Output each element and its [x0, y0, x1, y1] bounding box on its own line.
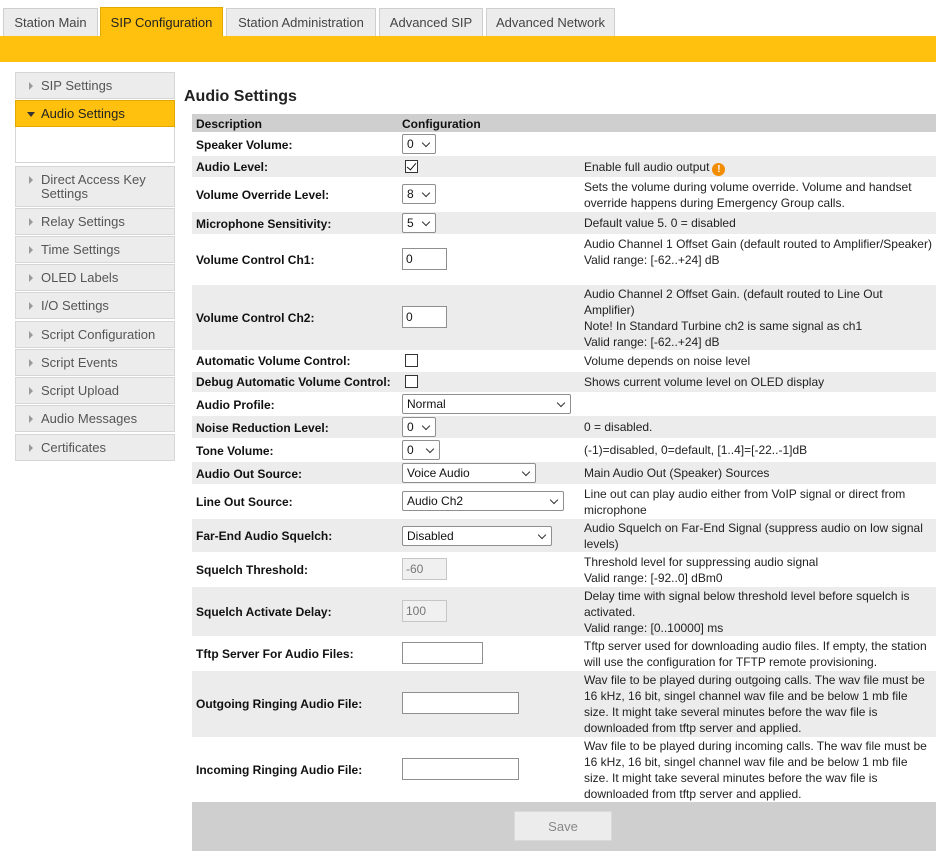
sidebar-item-io-settings[interactable] — [15, 292, 175, 319]
table-row — [192, 156, 936, 177]
chevron-right-icon — [29, 387, 33, 395]
sidebar-item-label: SIP Settings — [41, 78, 113, 93]
chevron-right-icon — [29, 415, 33, 423]
tab-label: Station Administration — [238, 15, 364, 30]
info-icon[interactable]: ! — [712, 163, 725, 176]
field-help: Audio Channel 1 Offset Gain (default routed to Amplifier/Speaker) Valid range: [-62..+24] dB — [584, 237, 932, 267]
table-row — [192, 485, 936, 518]
field-help: Wav file to be played during outgoing calls. The wav file must be 16 kHz, 16 bit, singel channel wav file and be below 1 mb file size. It might take several minutes before the wav file is downloaded from tftp server and applied. — [584, 673, 925, 735]
sidebar-item-label: Direct Access Key Settings — [41, 172, 146, 201]
field-label: Audio Profile: — [196, 398, 275, 412]
sidebar-item-script-upload[interactable] — [15, 377, 175, 404]
top-tab-bar — [0, 0, 936, 36]
incoming-ringing-audio-file-input[interactable] — [402, 758, 519, 780]
automatic-volume-control-checkbox[interactable] — [405, 354, 418, 367]
sidebar-item-label: Script Configuration — [41, 327, 156, 342]
sidebar-item-label: Audio Messages — [41, 411, 138, 426]
accent-bar — [0, 36, 936, 62]
select-value: 5 — [407, 216, 414, 230]
sidebar-item-script-events[interactable] — [15, 349, 175, 376]
field-help — [584, 159, 934, 176]
far-end-audio-squelch-select[interactable] — [402, 526, 552, 546]
table-row — [192, 439, 936, 461]
chevron-right-icon — [29, 444, 33, 452]
table-row — [192, 416, 936, 438]
field-label: Automatic Volume Control: — [196, 354, 351, 368]
sidebar-item-audio-messages[interactable] — [15, 405, 175, 432]
sidebar-item-oled-labels[interactable] — [15, 264, 175, 291]
field-help: Delay time with signal below threshold level before squelch is activated. Valid range: [0..10000] ms — [584, 589, 910, 635]
chevron-down-icon — [422, 139, 430, 147]
table-row — [192, 235, 936, 284]
field-help: Main Audio Out (Speaker) Sources — [584, 466, 770, 480]
select-value: Voice Audio — [407, 466, 470, 480]
table-row — [192, 372, 936, 392]
select-value: 8 — [407, 187, 414, 201]
field-help: Shows current volume level on OLED display — [584, 375, 825, 389]
table-header — [192, 114, 936, 132]
table-row — [192, 133, 936, 155]
field-label: Noise Reduction Level: — [196, 421, 329, 435]
chevron-down-icon — [557, 399, 565, 407]
sidebar-item-script-configuration[interactable] — [15, 321, 175, 348]
select-value: Audio Ch2 — [407, 494, 464, 508]
table-row — [192, 212, 936, 234]
chevron-down-icon — [422, 422, 430, 430]
page-title: Audio Settings — [184, 88, 297, 105]
sidebar-item-sip-settings[interactable] — [15, 72, 175, 99]
field-label: Debug Automatic Volume Control: — [196, 375, 391, 389]
column-header-configuration: Configuration — [402, 117, 481, 131]
chevron-right-icon — [29, 246, 33, 254]
sidebar-item-label: Relay Settings — [41, 214, 125, 229]
sidebar-item-audio-settings[interactable] — [15, 100, 175, 127]
chevron-down-icon — [538, 531, 546, 539]
field-label: Tone Volume: — [196, 444, 274, 458]
help-text: Enable full audio output — [584, 160, 710, 174]
field-label: Audio Out Source: — [196, 467, 302, 481]
speaker-volume-select[interactable] — [402, 134, 436, 154]
tab-label: SIP Configuration — [110, 14, 213, 30]
outgoing-ringing-audio-file-input[interactable] — [402, 692, 519, 714]
sidebar-item-label: Time Settings — [41, 242, 120, 257]
chevron-down-icon — [426, 445, 434, 453]
select-value: 0 — [407, 443, 414, 457]
field-help: Threshold level for suppressing audio signal Valid range: [-92..0] dBm0 — [584, 555, 819, 585]
field-label: Line Out Source: — [196, 495, 293, 509]
select-value: Normal — [407, 397, 446, 411]
tab-station-administration[interactable] — [226, 8, 376, 36]
chevron-right-icon — [29, 302, 33, 310]
field-help: 0 = disabled. — [584, 420, 653, 434]
audio-out-source-select[interactable] — [402, 463, 536, 483]
sidebar-item-label: Certificates — [41, 440, 107, 455]
tab-label: Advanced SIP — [389, 15, 473, 30]
field-help: Volume depends on noise level — [584, 354, 751, 368]
field-label: Speaker Volume: — [196, 138, 293, 152]
field-label: Volume Control Ch2: — [196, 311, 315, 325]
field-help: (-1)=disabled, 0=default, [1..4]=[-22..-1]dB — [584, 443, 808, 457]
field-label: Audio Level: — [196, 160, 269, 174]
sidebar-item-certificates[interactable] — [15, 434, 175, 461]
audio-profile-select[interactable] — [402, 394, 571, 414]
field-label: Squelch Activate Delay: — [196, 605, 332, 619]
tab-advanced-network[interactable] — [486, 8, 615, 36]
table-row — [192, 553, 936, 586]
select-value: 0 — [407, 137, 414, 151]
sidebar-item-label: Audio Settings — [41, 106, 125, 121]
field-help: Wav file to be played during incoming calls. The wav file must be 16 kHz, 16 bit, singel channel wav file and be below 1 mb file size. It might take several minutes before the wav file is downloaded from tftp server and applied. — [584, 739, 927, 801]
field-help: Audio Channel 2 Offset Gain. (default routed to Line Out Amplifier) Note! In Standard Turbine ch2 is same signal as ch1 Valid range: [-62..+24] dB — [584, 287, 883, 349]
table-row — [192, 351, 936, 371]
form-footer — [192, 802, 936, 851]
volume-control-ch2-input[interactable]: 0 — [402, 306, 447, 328]
squelch-threshold-input[interactable]: -60 — [402, 558, 447, 580]
tftp-server-input[interactable] — [402, 642, 483, 664]
field-label: Far-End Audio Squelch: — [196, 529, 333, 543]
microphone-sensitivity-select[interactable] — [402, 213, 436, 233]
field-label: Squelch Threshold: — [196, 563, 309, 577]
sidebar-item-label: OLED Labels — [41, 270, 119, 285]
tone-volume-select[interactable] — [402, 440, 440, 460]
chevron-right-icon — [29, 331, 33, 339]
field-help: Sets the volume during volume override. Volume and handset override happens during Emergency Group calls. — [584, 180, 912, 210]
tab-label: Advanced Network — [495, 15, 606, 30]
field-help: Tftp server used for downloading audio files. If empty, the station will use the configuration for TFTP remote provisioning. — [584, 639, 927, 669]
field-label: Incoming Ringing Audio File: — [196, 763, 363, 777]
field-help: Line out can play audio either from VoIP signal or direct from microphone — [584, 487, 906, 517]
sidebar-item-label: Script Events — [41, 355, 118, 370]
save-button[interactable]: Save — [514, 811, 612, 841]
field-label: Tftp Server For Audio Files: — [196, 647, 354, 661]
chevron-right-icon — [29, 82, 33, 90]
volume-control-ch1-input[interactable]: 0 — [402, 248, 447, 270]
squelch-activate-delay-input[interactable]: 100 — [402, 600, 447, 622]
sidebar-item-time-settings[interactable] — [15, 236, 175, 263]
table-row — [192, 285, 936, 350]
chevron-right-icon — [29, 176, 33, 184]
table-row — [192, 519, 936, 552]
chevron-down-icon — [522, 468, 530, 476]
table-row — [192, 587, 936, 636]
table-row — [192, 671, 936, 737]
field-label: Volume Control Ch1: — [196, 253, 315, 267]
chevron-down-icon — [422, 218, 430, 226]
line-out-source-select[interactable] — [402, 491, 564, 511]
field-label: Outgoing Ringing Audio File: — [196, 697, 363, 711]
table-row — [192, 178, 936, 211]
select-value: 0 — [407, 420, 414, 434]
volume-override-level-select[interactable] — [402, 184, 436, 204]
tab-sip-configuration[interactable] — [100, 7, 223, 36]
field-label: Microphone Sensitivity: — [196, 217, 332, 231]
sidebar-item-relay-settings[interactable] — [15, 208, 175, 235]
sidebar-item-label: Script Upload — [41, 383, 120, 398]
table-row — [192, 738, 936, 802]
audio-level-checkbox[interactable] — [405, 160, 418, 173]
table-row — [192, 393, 936, 415]
field-help: Audio Squelch on Far-End Signal (suppress audio on low signal levels) — [584, 521, 923, 551]
chevron-right-icon — [29, 274, 33, 282]
chevron-down-icon — [422, 189, 430, 197]
column-header-description: Description — [196, 117, 263, 131]
noise-reduction-level-select[interactable] — [402, 417, 436, 437]
chevron-right-icon — [29, 359, 33, 367]
tab-station-main[interactable] — [3, 8, 98, 36]
chevron-right-icon — [29, 218, 33, 226]
table-row — [192, 637, 936, 670]
field-label: Volume Override Level: — [196, 188, 330, 202]
field-help: Default value 5. 0 = disabled — [584, 216, 736, 230]
tab-advanced-sip[interactable] — [379, 8, 483, 36]
select-value: Disabled — [407, 529, 454, 543]
sidebar-submenu — [15, 127, 175, 163]
sidebar-item-label: I/O Settings — [41, 298, 109, 313]
chevron-down-icon — [550, 496, 558, 504]
debug-automatic-volume-control-checkbox[interactable] — [405, 375, 418, 388]
chevron-down-icon — [27, 112, 35, 117]
sidebar-item-direct-access-key-settings[interactable] — [15, 166, 175, 207]
tab-label: Station Main — [14, 15, 87, 30]
table-row — [192, 462, 936, 484]
